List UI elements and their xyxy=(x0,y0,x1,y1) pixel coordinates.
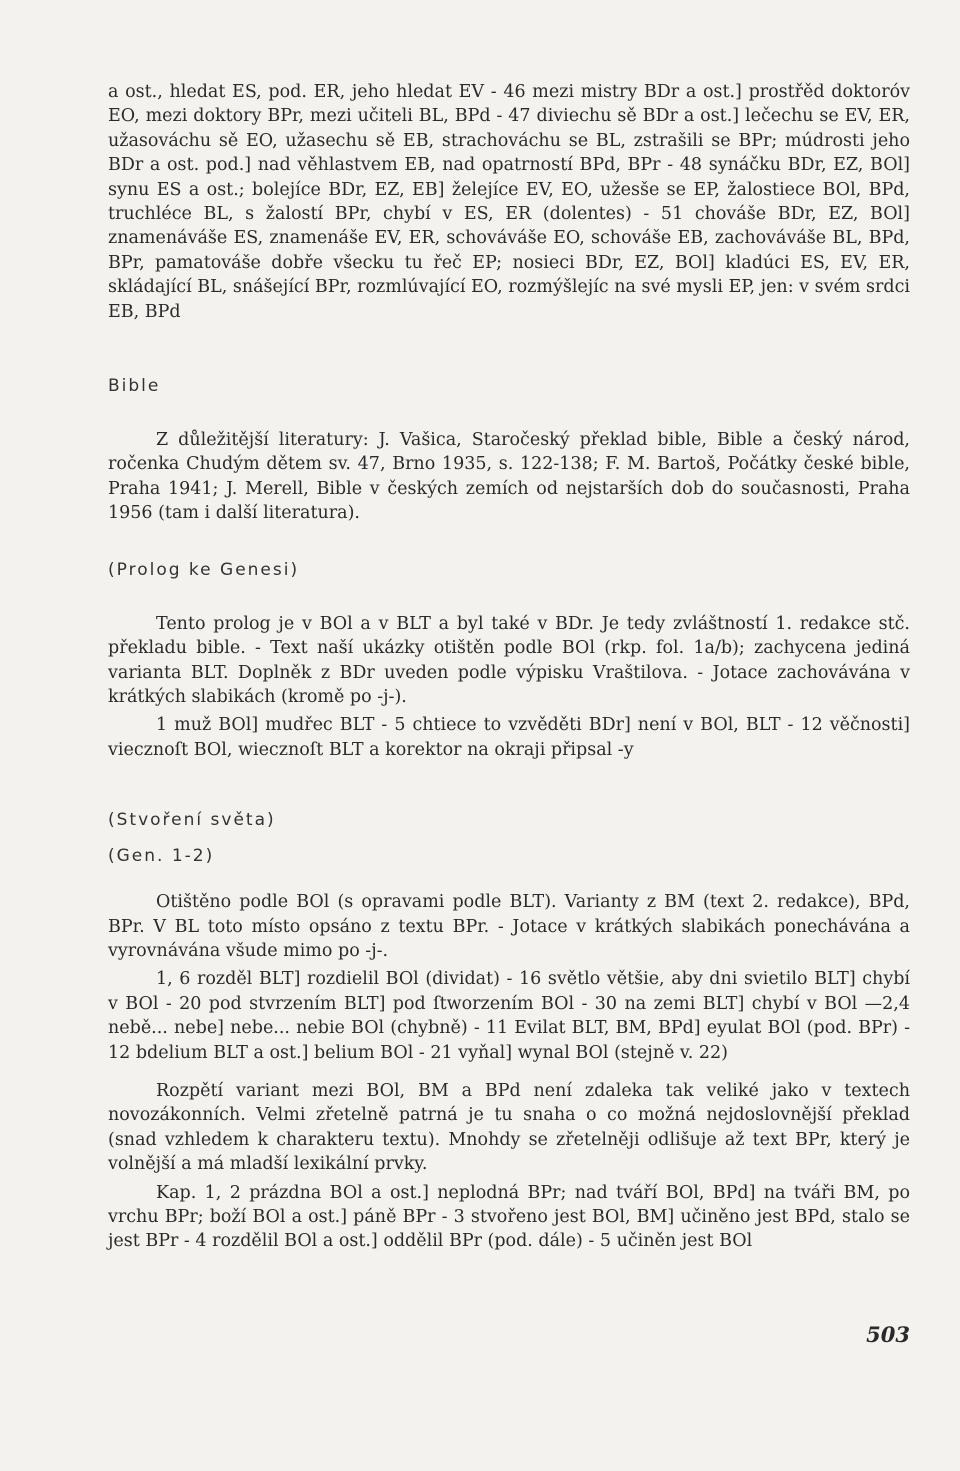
intro-paragraph: a ost., hledat ES, pod. ER, jeho hledat EV - 46 mezi mistry BDr a ost.] prostřěd doktoróv EO, mezi doktory BPr, mezi učiteli BL, BPd - 47 diviechu sě BDr a ost.] lečechu se EV, ER, užasováchu sě EO, užasechu sě EB, strachováchu se BL, zstrašili se BPr; múdrosti jeho BDr a ost. pod.] nad věhlastvem EB, nad opatrností BPd, BPr - 48 synáčku BDr, EZ, BOl] synu ES a ost.; bolejíce BDr, EZ, EB] želejíce EV, EO, užesše se EP, žalostiece BOl, BPd, truchléce BL, s žalostí BPr, chybí v ES, ER (dolentes) - 51 chováše BDr, EZ, BOl] znamenáváše ES, znamenáše EV, ER, schováváše EO, schováše EB, zachováváše BL, BPd, BPr, pamatováše dobře všecku tu řeč EP; nosieci BDr, EZ, BOl] kladúci ES, EV, ER, skládající BL, snášející BPr, rozmlúvající EO, rozmýšlejíc na své mysli EP, jen: v svém srdci EB, BPd xyxy=(108,82,910,322)
creation-paragraph-3: Rozpětí variant mezi BOl, BM a BPd není zdaleka tak veliké jako v textech novozákonních. Velmi zřetelně patrná je tu snaha o co možná nejdoslovnější překlad (snad vzhledem k charakteru textu). Mnohdy se zřetelněji odlišuje až text BPr, který je volnější a má mladší lexikální prvky. xyxy=(108,1080,910,1175)
creation-paragraph-4: Kap. 1, 2 prázdna BOl a ost.] neplodná BPr; nad tváří BOl, BPd] na tváři BM, po vrchu BPr; boží BOl a ost.] páně BPr - 3 stvořeno jest BOl, BM] učiněno jest BPd, stalo se jest BPr - 4 rozdělil BOl a ost.] oddělil BPr (pod. dále) - 5 učiněn jest BOl xyxy=(108,1182,910,1252)
section-title-bible: Bible xyxy=(108,376,161,397)
section-title-prolog: (Prolog ke Genesi) xyxy=(108,559,300,580)
bibliography-paragraph: Z důležitější literatury: J. Vašica, Staročeský překlad bible, Bible a český národ, ročenka Chudým dětem sv. 47, Brno 1935, s. 122-138; F. M. Bartoš, Počátky české bible, Praha 1941; J. Merell, Bible v českých zemích od nejstarších dob do současnosti, Praha 1956 (tam i další literatura). xyxy=(108,430,910,524)
page-number: 503 xyxy=(866,1322,910,1347)
section-subtitle-creation: (Gen. 1-2) xyxy=(108,846,215,867)
creation-paragraph-2: 1, 6 rozděl BLT] rozdielil BOl (dividat) - 16 světlo většie, aby dni svietilo BLT] chybí v BOl - 20 pod stvrzením BLT] pod ſtworzením BOl - 30 na zemi BLT] chybí v BOl —2,4 nebě... nebe] nebe... nebie BOl (chybně) - 11 Evilat BLT, BM, BPd] eyulat BOl (pod. BPr) - 12 bdelium BLT a ost.] belium BOl - 21 vyňal] wynal BOl (stejně v. 22) xyxy=(108,969,910,1063)
section-title-creation: (Stvoření světa) xyxy=(108,810,276,831)
document-page xyxy=(108,80,910,1254)
prolog-paragraph-1: Tento prolog je v BOl a v BLT a byl také v BDr. Je tedy zvláštností 1. redakce stč. překladu bible. - Text naší ukázky otištěn podle BOl (rkp. fol. 1a/b); zachycena jediná varianta BLT. Doplněk z BDr uveden podle výpisku Vraštilova. - Jotace zachovávána v krátkých slabikách (kromě po -j-). xyxy=(108,613,910,707)
creation-paragraph-1: Otištěno podle BOl (s opravami podle BLT). Varianty z BM (text 2. redakce), BPd, BPr. V BL toto místo opsáno z textu BPr. - Jotace v krátkých slabikách ponechávána a vyrovnávána všude mimo po -j-. xyxy=(108,892,910,961)
prolog-paragraph-2: 1 muž BOl] mudřec BLT - 5 chtiece to vzvěděti BDr] není v BOl, BLT - 12 věčnosti] viecznoſt BOl, wiecznoſt BLT a korektor na okraji připsal -y xyxy=(108,715,910,760)
